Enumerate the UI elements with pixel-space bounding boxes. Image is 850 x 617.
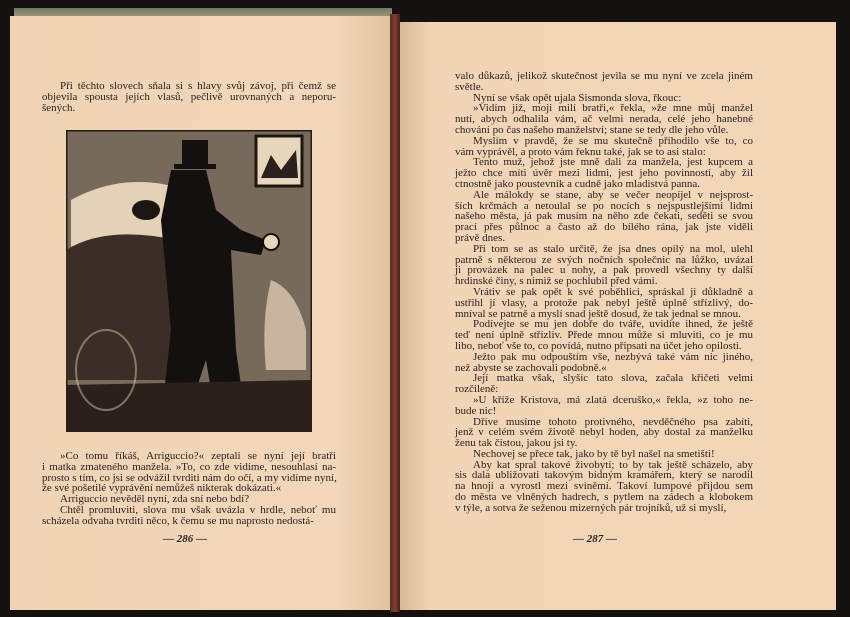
text-line: šených. xyxy=(42,101,76,114)
woodcut-illustration xyxy=(66,130,312,432)
text-line: mníval se patrně a myslí snad ještě dosud, že tak jednal se mnou. xyxy=(455,307,741,320)
book-gutter xyxy=(390,14,400,612)
text-line: Nyní se však opět ujala Sismonda slova, řkouc: xyxy=(473,91,682,104)
text-line: Vrátiv se pak opět k své poběhlici, spráskal ji důkladně a xyxy=(473,285,753,298)
text-line: Arriguccio nevěděl nyní, zda sní nebo bdí? xyxy=(60,493,250,506)
page-number-left: — 286 — xyxy=(163,533,207,545)
text-line: než abyste se zachovali podobně.« xyxy=(455,361,607,374)
text-line: v týle, a sotva že seženou mizerných pár trojníků, už si myslí, xyxy=(455,501,727,514)
text-line: prací přes půlnoc a často až do bílého rána, jak jste viděli xyxy=(455,221,753,234)
text-line: Ale málokdy se stane, aby se večer neopíjel v nejsprost- xyxy=(473,188,753,201)
text-line: ženu tak čistou, jakou jsi ty. xyxy=(455,437,578,450)
left-top-text xyxy=(42,81,336,113)
text-line: objevila spousta jejích vlasů, pečlivě urovnaných a neporu- xyxy=(42,90,336,103)
text-line: vám vyprávěl, a proto vám řeknu také, jak se to asi stalo: xyxy=(455,145,706,158)
text-line: valo důkazů, jelikož skutečnost jevila se mu nyní ve zcela jiném xyxy=(455,70,753,82)
text-line: chování po čas našeho manželství; stane se tedy dle jeho vůle. xyxy=(455,123,729,136)
text-line: Nechovej se přece tak, jako by tě byl našel na smetišti! xyxy=(473,447,715,460)
text-line: sis dala ubližovati takovým bídným kramářem, který se narodil xyxy=(455,469,753,482)
text-line: ji provázek na palec u nohy, a pak provedl všechny ty další xyxy=(455,264,753,277)
page-number-right: — 287 — xyxy=(573,533,617,545)
text-line: že své pošetilé vyprávění nemůžeš nikterak dokázati.« xyxy=(42,482,282,495)
text-line: Podívejte se mu jen dobře do tváře, uvidíte ihned, že ještě xyxy=(473,318,753,331)
text-line: patrně s některou ze svých nočních společnic na lůžko, uvázal xyxy=(455,253,753,266)
text-line: ctnostně jako poustevník a cudně jako mladistvá panna. xyxy=(455,177,700,190)
text-line: ježto chce míti úvěr mezi lidmi, jest jeho povinností, aby žil xyxy=(455,167,753,180)
text-line: hrdinské činy, s nimiž se pochlubil před vámi. xyxy=(455,275,658,288)
text-line: Dříve musíme tohoto protivného, nevděčného psa zabíti, xyxy=(473,415,753,428)
text-line: Aby kat spral takové živobytí; to by tak ještě scházelo, aby xyxy=(473,458,753,471)
text-line: do města ve vlněných hadrech, s pytlem na zádech a klobokem xyxy=(455,491,753,504)
text-line: teď není úplně střízliv. Přede mnou může si mluviti, co je mu xyxy=(455,329,753,342)
text-line: Ježto pak mu odpouštím vše, nezbývá také vám nic jiného, xyxy=(473,350,753,363)
text-line: právě dnes. xyxy=(455,231,506,244)
text-line: jenž v celém svém životě nebyl hoden, aby dostal za manželku xyxy=(455,426,753,439)
text-line: Chtěl promluviti, slova mu však uvázla v hrdle, neboť mu xyxy=(60,503,336,516)
text-line: prosto s tím, co jsi se odvážil tvrditi nám do očí, a my vidíme nyní, xyxy=(42,471,337,484)
text-line: libo, neboť vše to, co povídá, nutno připsati na účet jeho opilosti. xyxy=(455,339,742,352)
text-line: Tento muž, jehož jste mně dali za manžela, jest kupcem a xyxy=(473,156,753,169)
text-line: ších krčmách a netoulal se po nocích s nejspustlejšími lidmi xyxy=(455,199,753,212)
text-line: Při tom se as stalo určitě, že jsa dnes opilý na mol, ulehl xyxy=(473,242,753,255)
text-line: našeho města, já pak musím na něho zde čekati, seděti se svou xyxy=(455,210,753,223)
text-line: světle. xyxy=(455,80,484,93)
text-line: na hnoji a vyrostl mezi sviněmi. Takoví lumpové přijdou sem xyxy=(455,480,753,493)
text-line: scházela odvaha tvrditi něco, k čemu se mu naprosto nedostá- xyxy=(42,514,314,527)
text-line: i matka zmateného manžela. »To, co zde vidíme, nesouhlasí na- xyxy=(42,460,336,473)
text-line: Při těchto slovech sňala si s hlavy svůj závoj, při čemž se xyxy=(60,80,336,92)
text-line: »U kříže Kristova, má zlatá dceruško,« řekla, »z toho ne- xyxy=(473,393,753,406)
text-line: nutí, abych odhalila vám, ač velmi nerada, celé jeho hanebné xyxy=(455,113,753,126)
text-line: rozčileně: xyxy=(455,383,499,396)
text-line: ustřihl jí vlasy, a protože pak nebyl ještě úplně střízlivý, do- xyxy=(455,296,753,309)
text-line: Myslím v pravdě, že se mu skutečně přihodilo vše to, co xyxy=(473,134,753,147)
text-line: »Vidím již, moji milí bratři,« řekla, »že mne můj manžel xyxy=(473,102,753,115)
text-line: Její matka však, slyšíc tato slova, začala křičeti velmi xyxy=(473,372,753,385)
right-page-text xyxy=(455,71,753,514)
text-line: »Co tomu říkáš, Arriguccio?« zeptali se nyní její bratři xyxy=(60,450,336,462)
text-line: bude nic! xyxy=(455,404,497,417)
left-bottom-text xyxy=(42,451,336,527)
